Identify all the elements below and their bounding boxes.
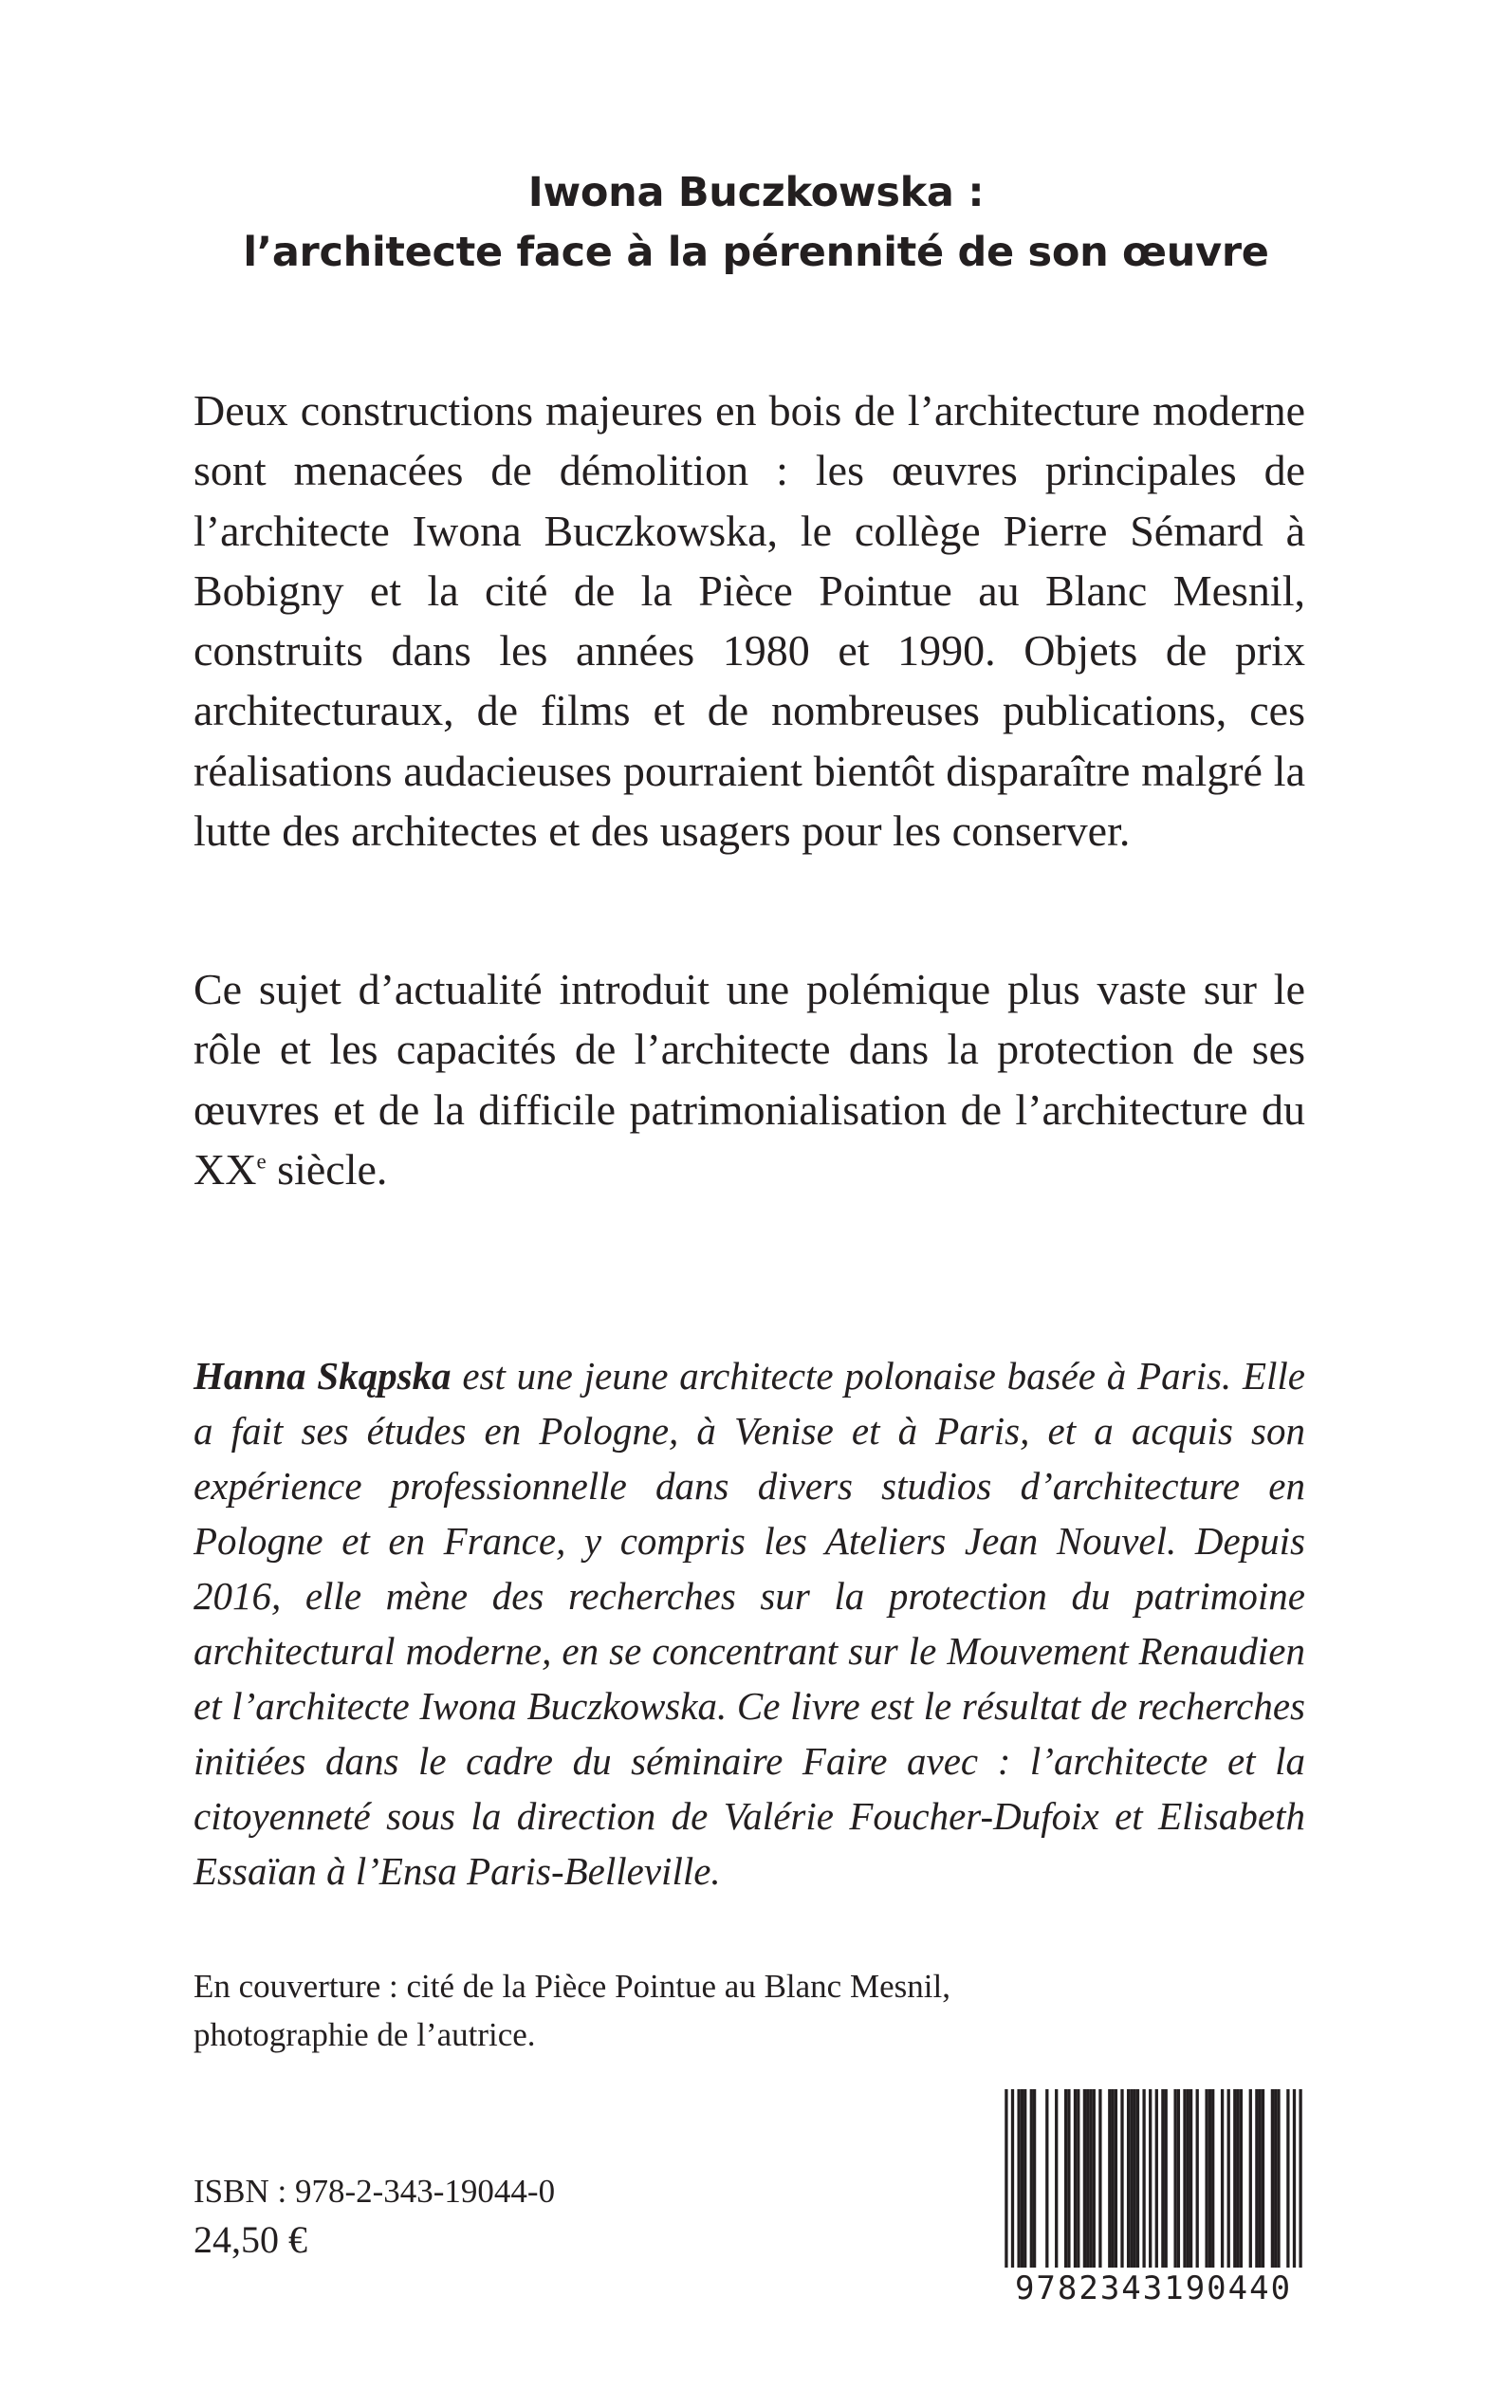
- barcode-bar: [1187, 2089, 1189, 2268]
- century-superscript: e: [256, 1149, 267, 1174]
- barcode-bar: [1045, 2089, 1048, 2268]
- barcode-bar: [1211, 2089, 1214, 2268]
- barcode-bar: [1165, 2089, 1168, 2268]
- barcode-bar: [1030, 2089, 1033, 2268]
- barcode-bar: [1115, 2089, 1117, 2268]
- cover-credit: [194, 1962, 1047, 2059]
- barcode-bar: [1262, 2089, 1264, 2268]
- barcode-bar: [1259, 2089, 1262, 2268]
- barcode-bar: [1227, 2089, 1230, 2268]
- barcode-bar: [1108, 2089, 1111, 2268]
- book-title-line-2: l’architecte face à la pérennité de son œuvre: [243, 229, 1269, 276]
- barcode-bar: [1005, 2089, 1007, 2268]
- barcode-bar: [1011, 2089, 1014, 2268]
- barcode-bar: [1177, 2089, 1180, 2268]
- barcode-bar: [1064, 2089, 1067, 2268]
- isbn-label: ISBN : 978-2-343-19044-0: [194, 2173, 556, 2210]
- barcode-bar: [1271, 2089, 1274, 2268]
- barcode-bar: [1274, 2089, 1277, 2268]
- barcode-bar: [1286, 2089, 1289, 2268]
- barcode-bar: [1155, 2089, 1158, 2268]
- barcode-bar: [1077, 2089, 1079, 2268]
- summary-paragraph-2-end: siècle.: [266, 1144, 388, 1194]
- barcode-bar: [1083, 2089, 1086, 2268]
- barcode-bar: [1017, 2089, 1020, 2268]
- barcode-bar: [1098, 2089, 1101, 2268]
- summary-paragraph-1: Deux constructions majeures en bois de l’architecture moderne sont menacées de démolition : les œuvres principales de l’architecte Iwona Buczkowska, le collège Pierre Sémard à Bobigny et la cité de la Pièce Pointue au Blanc Mesnil, construits dans les années 1980 et 1990. Objets de prix architecturaux, de films et de nombreuses publications, ces réalisations audacieuses pourraient bientôt disparaître malgré la lutte des architectes et des usagers pour les conserver.: [194, 386, 1305, 856]
- barcode-bar: [1189, 2089, 1192, 2268]
- summary-paragraph-2: [194, 959, 1305, 1199]
- barcode-bar: [1208, 2089, 1211, 2268]
- barcode-bar: [1134, 2089, 1136, 2268]
- barcode-bar: [1299, 2089, 1301, 2268]
- author-name: Hanna Skąpska: [194, 1354, 452, 1398]
- barcode-bar: [1074, 2089, 1077, 2268]
- barcode-bar: [1067, 2089, 1070, 2268]
- barcode-bar: [1240, 2089, 1243, 2268]
- cover-credit-line-2: photographie de l’autrice.: [194, 2016, 536, 2053]
- summary-paragraph-2-text: Ce sujet d’actualité introduit une polémique plus vaste sur le rôle et les capacités de l’architecte dans la protection de ses œuvres et de la difficile patrimonialisation de l’architecture du XX: [194, 965, 1305, 1194]
- price-label: 24,50 €: [194, 2218, 307, 2261]
- barcode-bar: [1249, 2089, 1252, 2268]
- barcode-bar: [1293, 2089, 1296, 2268]
- barcode-bar: [1136, 2089, 1139, 2268]
- barcode-digits: 9782343190440: [1014, 2269, 1293, 2307]
- barcode-bar: [1111, 2089, 1114, 2268]
- barcode-bar: [1089, 2089, 1092, 2268]
- barcode-bar: [1127, 2089, 1130, 2268]
- barcode-bar: [1183, 2089, 1186, 2268]
- barcode-bar: [1255, 2089, 1258, 2268]
- author-bio-text: est une jeune architecte polonaise basée à Paris. Elle a fait ses études en Pologne, à Venise et à Paris, et a acquis son expérience professionnelle dans divers studios d’architecture en Pologne et en France, y compris les Ateliers Jean Nouvel. Depuis 2016, elle mène des recherches sur la protection du patrimoine architectural moderne, en se concentrant sur le Mouvement Renaudien et l’architecte Iwona Buczkowska. Ce livre est le résultat de recherches initiées dans le cadre du séminaire Faire avec : l’architecte et la citoyenneté sous la direction de Valérie Foucher-Dufoix et Elisabeth Essaïan à l’Ensa Paris-Belleville.: [194, 1354, 1305, 1893]
- barcode: [994, 2084, 1313, 2309]
- author-bio: [194, 1348, 1305, 1899]
- barcode-bar: [1142, 2089, 1145, 2268]
- barcode-bar: [1205, 2089, 1208, 2268]
- barcode-bar: [1023, 2089, 1026, 2268]
- barcode-bar: [1233, 2089, 1236, 2268]
- barcode-bar: [1161, 2089, 1164, 2268]
- barcode-bar: [1236, 2089, 1239, 2268]
- barcode-bars: [994, 2084, 1313, 2273]
- barcode-bar: [1033, 2089, 1036, 2268]
- barcode-bar: [1173, 2089, 1176, 2268]
- barcode-bar: [1196, 2089, 1199, 2268]
- barcode-bar: [1055, 2089, 1058, 2268]
- barcode-bar: [1120, 2089, 1123, 2268]
- barcode-bar: [1021, 2089, 1023, 2268]
- book-title-line-1: Iwona Buczkowska :: [527, 169, 985, 216]
- barcode-bar: [1277, 2089, 1280, 2268]
- barcode-bar: [1130, 2089, 1133, 2268]
- barcode-bar: [1086, 2089, 1089, 2268]
- barcode-bar: [1149, 2089, 1152, 2268]
- barcode-bar: [1093, 2089, 1096, 2268]
- cover-credit-line-1: En couverture : cité de la Pièce Pointue au Blanc Mesnil,: [194, 1968, 950, 2005]
- barcode-bar: [1221, 2089, 1224, 2268]
